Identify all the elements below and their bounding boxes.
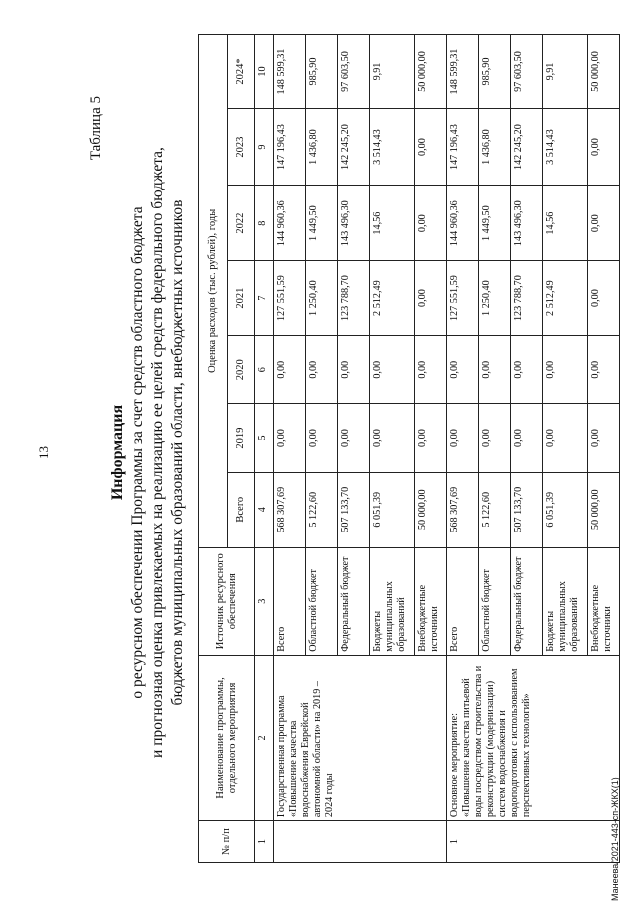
value-cell: 985,90: [479, 35, 511, 109]
header-year: 2024*: [228, 35, 255, 109]
value-cell: 0,00: [338, 336, 370, 404]
value-cell: 6 051,39: [370, 472, 415, 547]
value-cell: 6 051,39: [543, 472, 588, 547]
program-name-cell: Основное мероприятие: «Повышение качества питьевой воды посредством строительства и реконструкции (модернизации) систем водоснабжения и водоподготовки с использованием перспективных технологий»: [447, 655, 620, 820]
value-cell: 1 449,50: [306, 186, 338, 261]
index-cell: 7: [255, 261, 274, 336]
value-cell: 568 307,69: [274, 472, 306, 547]
value-cell: 0,00: [447, 336, 479, 404]
value-cell: 0,00: [415, 261, 447, 336]
value-cell: 1 436,80: [306, 109, 338, 186]
value-cell: 143 496,30: [511, 186, 543, 261]
value-cell: 144 960,36: [274, 186, 306, 261]
value-cell: 0,00: [415, 336, 447, 404]
table-row: [274, 35, 306, 863]
value-cell: 50 000,00: [415, 472, 447, 547]
value-cell: 50 000,00: [588, 35, 620, 109]
row-number-cell: [274, 821, 447, 863]
value-cell: 127 551,59: [274, 261, 306, 336]
header-year: 2022: [228, 186, 255, 261]
header-year: Всего: [228, 472, 255, 547]
value-cell: 0,00: [588, 109, 620, 186]
value-cell: 0,00: [588, 186, 620, 261]
value-cell: 147 196,43: [274, 109, 306, 186]
table-row: [447, 35, 479, 863]
resource-table: [198, 34, 620, 863]
value-cell: 0,00: [543, 404, 588, 472]
value-cell: 123 788,70: [511, 261, 543, 336]
value-cell: 97 603,50: [338, 35, 370, 109]
document-heading: [108, 0, 188, 905]
header-year: 2021: [228, 261, 255, 336]
value-cell: 507 133,70: [511, 472, 543, 547]
index-cell: 6: [255, 336, 274, 404]
index-cell: 4: [255, 472, 274, 547]
value-cell: 0,00: [306, 404, 338, 472]
value-cell: 0,00: [588, 261, 620, 336]
value-cell: 0,00: [370, 336, 415, 404]
header-year: 2019: [228, 404, 255, 472]
value-cell: 2 512,49: [543, 261, 588, 336]
value-cell: 0,00: [479, 336, 511, 404]
value-cell: 1 449,50: [479, 186, 511, 261]
value-cell: 0,00: [274, 336, 306, 404]
index-cell: 5: [255, 404, 274, 472]
value-cell: 148 599,31: [274, 35, 306, 109]
column-index-row: [255, 35, 274, 863]
value-cell: 14,56: [370, 186, 415, 261]
value-cell: 14,56: [543, 186, 588, 261]
table-body: [255, 35, 620, 863]
value-cell: 0,00: [415, 404, 447, 472]
header-estimate: Оценка расходов (тыс. рублей), годы: [199, 35, 228, 548]
value-cell: 5 122,60: [306, 472, 338, 547]
value-cell: 3 514,43: [370, 109, 415, 186]
footer-code: Манеева/2021-443-сп-ЖКХ(1): [610, 777, 620, 901]
value-cell: 568 307,69: [447, 472, 479, 547]
source-cell: Федеральный бюджет: [338, 547, 370, 655]
value-cell: 1 436,80: [479, 109, 511, 186]
value-cell: 143 496,30: [338, 186, 370, 261]
value-cell: 97 603,50: [511, 35, 543, 109]
value-cell: 1 250,40: [479, 261, 511, 336]
program-name-cell: Государственная программа «Повышение качества водоснабжения Еврейской автономной области» на 2019 – 2024 годы: [274, 655, 447, 820]
value-cell: 50 000,00: [415, 35, 447, 109]
header-num: № п/п: [199, 821, 255, 863]
value-cell: 3 514,43: [543, 109, 588, 186]
source-cell: Федеральный бюджет: [511, 547, 543, 655]
value-cell: 0,00: [447, 404, 479, 472]
table-header-row: [199, 35, 228, 863]
document-title: Информация: [109, 404, 126, 501]
value-cell: 9,91: [543, 35, 588, 109]
index-cell: 3: [255, 547, 274, 655]
value-cell: 0,00: [415, 109, 447, 186]
value-cell: 0,00: [511, 336, 543, 404]
value-cell: 123 788,70: [338, 261, 370, 336]
value-cell: 142 245,20: [338, 109, 370, 186]
source-cell: Областной бюджет: [479, 547, 511, 655]
value-cell: 127 551,59: [447, 261, 479, 336]
index-cell: 8: [255, 186, 274, 261]
value-cell: 0,00: [543, 336, 588, 404]
index-cell: 1: [255, 821, 274, 863]
header-year: 2023: [228, 109, 255, 186]
table-label: Таблица 5: [88, 96, 104, 161]
source-cell: Бюджеты муниципальных образований: [543, 547, 588, 655]
source-cell: Бюджеты муниципальных образований: [370, 547, 415, 655]
subtitle-line: и прогнозная оценка привлекаемых на реализацию ее целей средств федерального бюджета,: [149, 147, 166, 758]
source-cell: Всего: [447, 547, 479, 655]
value-cell: 142 245,20: [511, 109, 543, 186]
value-cell: 148 599,31: [447, 35, 479, 109]
source-cell: Всего: [274, 547, 306, 655]
value-cell: 9,91: [370, 35, 415, 109]
subtitle-line: о ресурсном обеспечении Программы за счет средств областного бюджета: [129, 206, 146, 699]
index-cell: 9: [255, 109, 274, 186]
value-cell: 144 960,36: [447, 186, 479, 261]
index-cell: 2: [255, 655, 274, 820]
source-cell: Областной бюджет: [306, 547, 338, 655]
value-cell: 507 133,70: [338, 472, 370, 547]
subtitle-line: бюджетов муниципальных образований области, внебюджетных источников: [169, 199, 186, 706]
header-source: Источник ресурсного обеспечения: [199, 547, 255, 655]
source-cell: Внебюджетные источники: [588, 547, 620, 655]
value-cell: 0,00: [415, 186, 447, 261]
value-cell: 0,00: [370, 404, 415, 472]
value-cell: 0,00: [306, 336, 338, 404]
source-cell: Внебюджетные источники: [415, 547, 447, 655]
value-cell: 50 000,00: [588, 472, 620, 547]
value-cell: 2 512,49: [370, 261, 415, 336]
value-cell: 0,00: [338, 404, 370, 472]
value-cell: 1 250,40: [306, 261, 338, 336]
header-year: 2020: [228, 336, 255, 404]
value-cell: 0,00: [479, 404, 511, 472]
page-number: 13: [36, 446, 51, 459]
header-name: Наименование программы, отдельного мероприятия: [199, 655, 255, 820]
value-cell: 0,00: [274, 404, 306, 472]
row-number-cell: 1: [447, 821, 620, 863]
value-cell: 0,00: [511, 404, 543, 472]
value-cell: 985,90: [306, 35, 338, 109]
value-cell: 0,00: [588, 404, 620, 472]
value-cell: 147 196,43: [447, 109, 479, 186]
index-cell: 10: [255, 35, 274, 109]
value-cell: 0,00: [588, 336, 620, 404]
value-cell: 5 122,60: [479, 472, 511, 547]
